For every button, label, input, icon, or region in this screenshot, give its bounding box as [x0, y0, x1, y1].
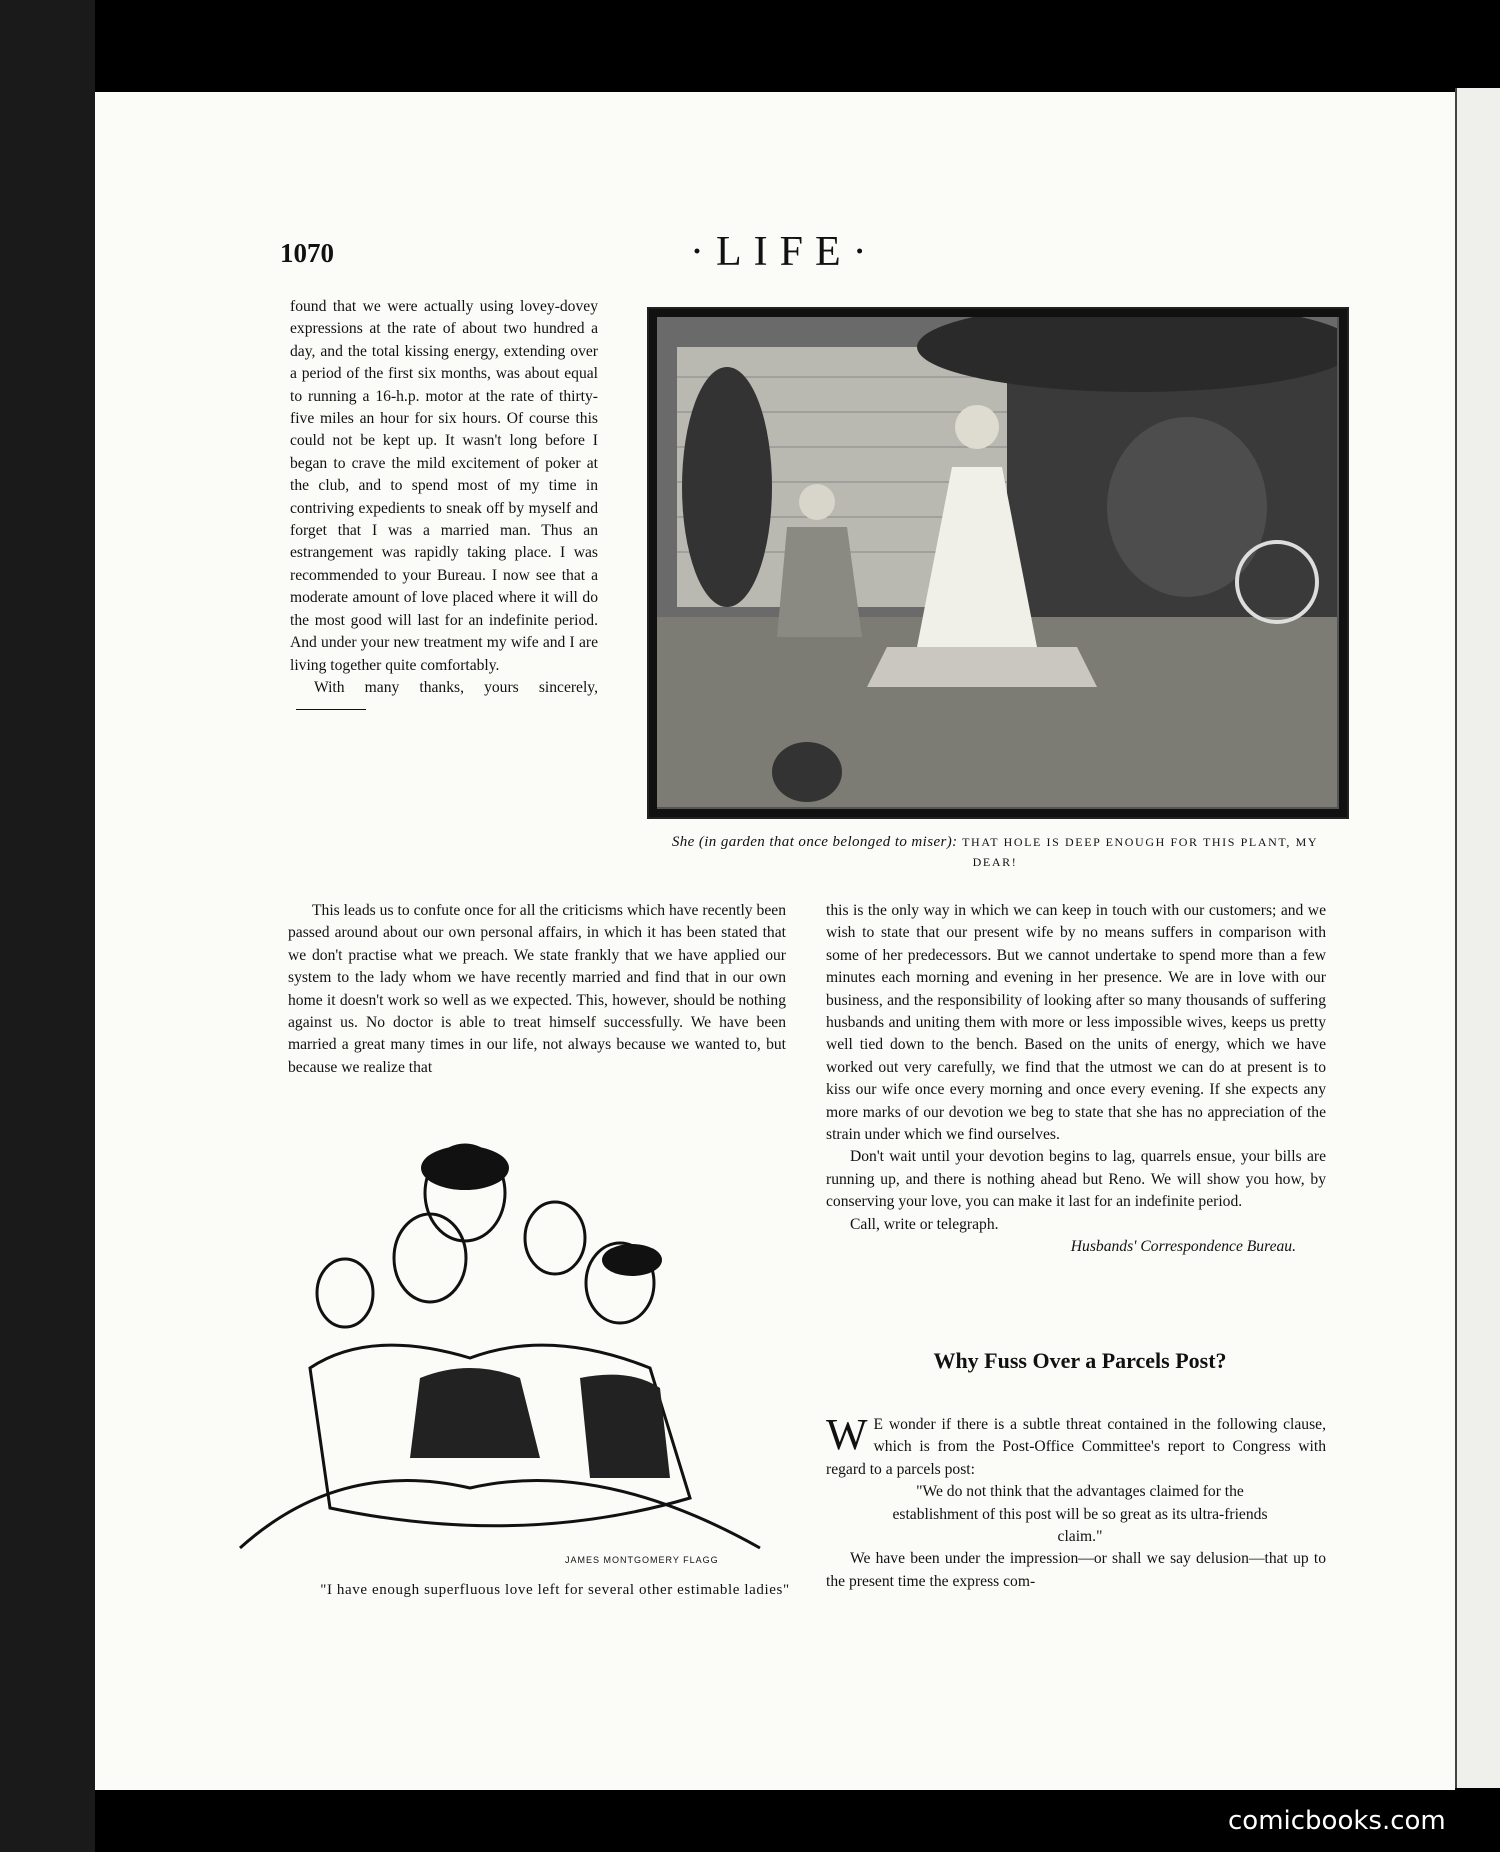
article-intro: W E wonder if there is a subtle threat contained in the following clause, which is from the Post-Office Committee's report to Congress with regard to a parcels post: [826, 1410, 1326, 1478]
artist-signature: JAMES MONTGOMERY FLAGG [565, 1555, 719, 1565]
garden-scene [657, 317, 1337, 807]
group-scene [220, 1128, 805, 1573]
article-heading: Why Fuss Over a Parcels Post? [933, 1348, 1227, 1373]
body-right-paragraph-2: Don't wait until your devotion begins to lag, quarrels ensue, your bills are running up, and there is nothing ahead but Reno. We will show you how, by conserving your love, you can make it last for an indefinite period. [826, 1148, 1326, 1211]
garden-caption [660, 832, 1330, 872]
article-continuation: We have been under the impression—or shall we say delusion—that up to the present time the express com- [826, 1550, 1326, 1590]
letter-closing: With many thanks, yours sincerely, [290, 677, 598, 722]
body-right-paragraph-1: this is the only way in which we can keep in touch with our customers; and we wish to state that our present wife by no means suffers in comparison with some of her predecessors. But we cannot undertake to spend more than a few minutes each morning and evening in her presence. We are in love with our business, and the responsibility of looking after so many thousands of suffering husbands and uniting them with more or less impossible wives, keeps us pretty well tied down to the bench. Based on the units of energy, which we have worked out very carefully, we find that the utmost we can do at present is to kiss our wife once every morning and once every evening. If she expects any more marks of our devotion we beg to state that she has no appreciation of the strain under which we find ourselves. [826, 902, 1326, 1144]
letter-column [290, 296, 598, 722]
letter-body: found that we were actually using lovey-dovey expressions at the rate of about two hundred a day, and the total kissing energy, extending over a period of the first six months, was about equal to running a 16-h.p. motor at the rate of thirty-five miles an hour for six hours. Of course this could not be kept up. It wasn't long before I began to crave the mild excitement of poker at the club, and to spend most of my time in contriving expedients to sneak off by myself and forget that I was a married man. Thus an estrangement was rapidly taking place. I was recommended to your Bureau. I now see that a moderate amount of love placed where it will do the most good will last for an indefinite period. And under your new treatment my wife and I are living together quite comfortably. [290, 298, 598, 674]
article-quote: "We do not think that the advantages claimed for the establishment of this post will be so great as its ultra-friends claim." [892, 1483, 1268, 1546]
group-caption: "I have enough superfluous love left for several other estimable ladies" [320, 1582, 790, 1598]
body-left-column [288, 900, 786, 1079]
body-right-paragraph-3: Call, write or telegraph. [850, 1215, 999, 1233]
caption-dialogue: THAT HOLE IS DEEP ENOUGH FOR THIS PLANT, MY DEAR! [962, 835, 1319, 869]
page-number: 1070 [280, 238, 334, 268]
adjacent-page-edge [1455, 88, 1500, 1788]
body-left-paragraph: This leads us to confute once for all the criticisms which have recently been passed around about our own personal affairs, in which it has been stated that we don't practise what we preach. We state frankly that we have applied our system to the lady whom we have recently married and find that in our own home it doesn't work so well as we expected. This, however, should be nothing against us. No doctor is able to treat himself successfully. We have been married a great many times in our life, not always because we wanted to, but because we realize that [288, 902, 786, 1076]
garden-illustration [647, 307, 1349, 819]
drop-cap: W [826, 1410, 868, 1459]
caption-speaker: She (in garden that once belonged to miser): [671, 834, 958, 850]
bureau-signature: Husbands' Correspondence Bureau. [1070, 1238, 1296, 1256]
masthead: ·LIFE· [690, 229, 879, 275]
article-column [826, 1410, 1326, 1593]
signature-dash [296, 709, 366, 710]
body-right-column [826, 900, 1326, 1259]
scan-left-margin [0, 0, 95, 1852]
watermark: comicbooks.com [1228, 1806, 1446, 1836]
group-illustration [220, 1128, 805, 1573]
